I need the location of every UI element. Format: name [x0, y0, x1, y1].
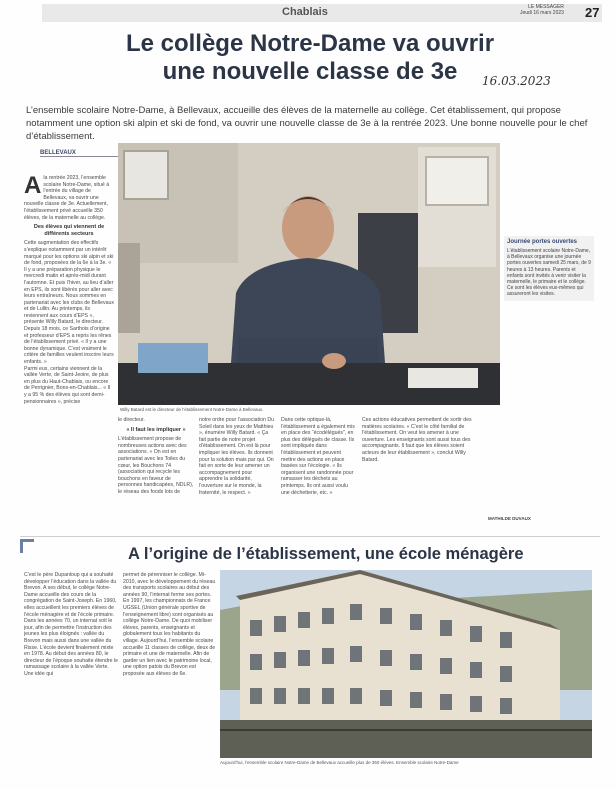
corner-bracket	[20, 539, 34, 553]
dropcap: A	[24, 175, 42, 199]
open-day-text: L’établissement scolaire Notre-Dame, à Bellevaux organise une journée portes ouvertes samedi 25 mars, de 9 heures à 13 heures. Parents et enfants sont invités à venir visiter la maternelle, le primaire et le collège. Ce sont les élèves eux-mêmes qui assureront les visites.	[507, 248, 591, 298]
col2-para1: le directeur.	[118, 417, 145, 423]
article-intro: L’ensemble scolaire Notre-Dame, à Bellevaux, accueille des élèves de la maternelle au collège. Cet établissement, qui propose notamment une option ski alpin et ski de fond, va ouvrir une nouvelle classe de 3e à la rentrée 2023. Une bonne nouvelle pour le chef d’établissement.	[26, 105, 588, 142]
col1-subhead: Des élèves qui viennent de différents secteurs	[33, 224, 105, 237]
photo1-caption: Willy Batard est le directeur de l’établissement Notre-Dame à Bellevaux.	[120, 407, 264, 412]
handwritten-date: 16.03.2023	[482, 74, 551, 88]
col2-para2: L’établissement propose de nombreuses actions avec des associations. « On est en partenariat avec les Toiles du cœur, les Bouchons 74 (association qui recycle les bouchons en faveur de personnes handicapées, NDLR), le réseau des foods lots de	[118, 436, 194, 495]
second-col1-text: C’est le père Dupanloup qui a souhaité développer l’éducation dans la vallée du Brevon. A ses début, le collège Notre-Dame accueille des cours de la congrégation de Saint-Joseph. En 1960, elles accueillent les premiers élèves de l’école ménagère et de l’école primaire. Dans les années 70, un internat voit le jour, afin de permettre l’instruction des jeunes les plus éloignés : vallée du Brevon mais aussi dans une vallée du Risse. L’école devient finalement mixte en 1978. Au début des années 80, le directeur de l’époque souhaite étendre le ramassage scolaire à la vallée Verte. Une idée qui	[24, 572, 119, 677]
col1-para4: Parmi eux, certains viennent de la vallée Verte, de Saint-Jeoire, de plus en plus du Haut-Chablais, ou encore de Perrignier, Bons-en-Chablais... « Il y a 95 % des élèves qui sont demi-pensionnaires », précise	[24, 365, 111, 405]
article-column-2	[118, 417, 194, 529]
col1-para2: Cette augmentation des effectifs s’explique notamment par un intérêt marqué pour les options ski alpin et ski de fond, proposées de la 6e à la 3e. « Il y a une préparation physique le mercredi matin et après-midi durant l’automne. Et puis l’hiver, au lieu d’aller en EPS, ils sont libérés pour aller avec leurs entraîneurs. Nous sommes en partenariat avec les clubs de Bellevaux et de Lullin. Au printemps, ils reviennent aux cours d’EPS », présente Willy Batard, le directeur.	[24, 240, 114, 326]
school-building-illustration	[220, 570, 592, 758]
author-byline: MATHILDE DUVAUX	[488, 516, 531, 521]
page-number: 27	[585, 5, 600, 20]
second-article-column-1	[24, 572, 119, 762]
col5-para1: Ces actions éducatives permettent de sortir des matières scolaires. « C’est le côté familial de l’établissement. On veut les amener à une ouverture. Les enseignants sont aussi tous des accompagnants. Il faut que les élèves soient acteurs de leur établissement », conclut Willy Batard.	[362, 417, 472, 463]
second-article-title: A l’origine de l’établissement, une école ménagère	[128, 545, 524, 563]
col4-para1: Dans cette optique-là, l’établissement a également mis en place des “écodélégués”, en plus des délégués de classe. Ils sont impliqués dans l’établissement et peuvent mettre des actions en place basées sur l’écologie. « Ils organisent une randonnée pour ramasser les déchets au printemps. Ils ont aussi voulu une déchetterie, etc. »	[281, 417, 355, 496]
open-day-title: Journée portes ouvertes	[507, 239, 578, 245]
director-photo	[118, 143, 500, 405]
col1-para1: la rentrée 2023, l’ensemble scolaire Notre-Dame, situé à l’entrée du village de Bellevaux, va ouvrir une nouvelle classe de 3e. Actuellement, l’établissement privé accueille 350 élèves, de la maternelle au collège.	[24, 175, 110, 221]
school-building-photo	[220, 570, 592, 758]
photo2-caption: Aujourd’hui, l’ensemble scolaire Notre-Dame de Bellevaux accueille plus de 350 élèves. Ensemble scolaire Notre-Dame	[220, 760, 459, 765]
second-article-column-2	[123, 572, 217, 762]
location-tag: BELLEVAUX	[40, 150, 118, 157]
second-col2-text: permet de pérenniser le collège. Mi-2010, avec le développement du réseau des transports scolaires au début des années 90, l’internat ferme ses portes. En 1997, les championnats de France UGSEL (Union générale sportive de l’enseignement libre) sont organisés au collège Notre-Dame. De quoi mobiliser élèves, parents, enseignants et globalement tous les habitants du village. Aujourd’hui, l’ensemble scolaire accueille 11 classes de collège, deux de primaire et une de maternelle. Afin de garder un lien avec le patrimoine local, une option patois du Brevon est proposée aux élèves de 6e.	[123, 572, 216, 677]
section-title: Chablais	[282, 6, 328, 18]
section-divider	[20, 536, 600, 537]
paper-date: Jeudi 16 mars 2023	[520, 10, 564, 16]
col1-para3: Depuis 18 mois, ce Sarthois d’origine et professeur d’EPS a repris les rênes de l’établissement privé. « Il y a une bonne dynamique. C’est vraiment le critère de familles veulent inscrire leurs enfants. »	[24, 326, 114, 366]
article-column-3	[199, 417, 275, 529]
title-line-2: une nouvelle classe de 3e	[162, 58, 458, 85]
title-line-1: Le collège Notre-Dame va ouvrir	[125, 30, 495, 57]
article-column-4	[281, 417, 357, 529]
paper-info	[520, 4, 564, 16]
open-day-box	[504, 236, 594, 301]
article-column-1	[24, 175, 114, 530]
director-photo-illustration	[118, 143, 500, 405]
col3-para1: notre ordre pour l’association Du Soleil dans les yeux de Matthieu », énumère Willy Batard. « Ça fait partie de notre projet d’établissement. On est là pour impliquer les élèves. Ils donnent pour la solution mais par qui. On fait en sorte de leur amener un accompagnement pour apprendre la solidarité, l’ouverture sur le monde, la fraternité, le respect. »	[199, 417, 274, 496]
paper-name: LE MESSAGER	[528, 4, 564, 10]
article-column-5	[362, 417, 474, 512]
col2-subhead: « Il faut les impliquer »	[126, 426, 186, 433]
